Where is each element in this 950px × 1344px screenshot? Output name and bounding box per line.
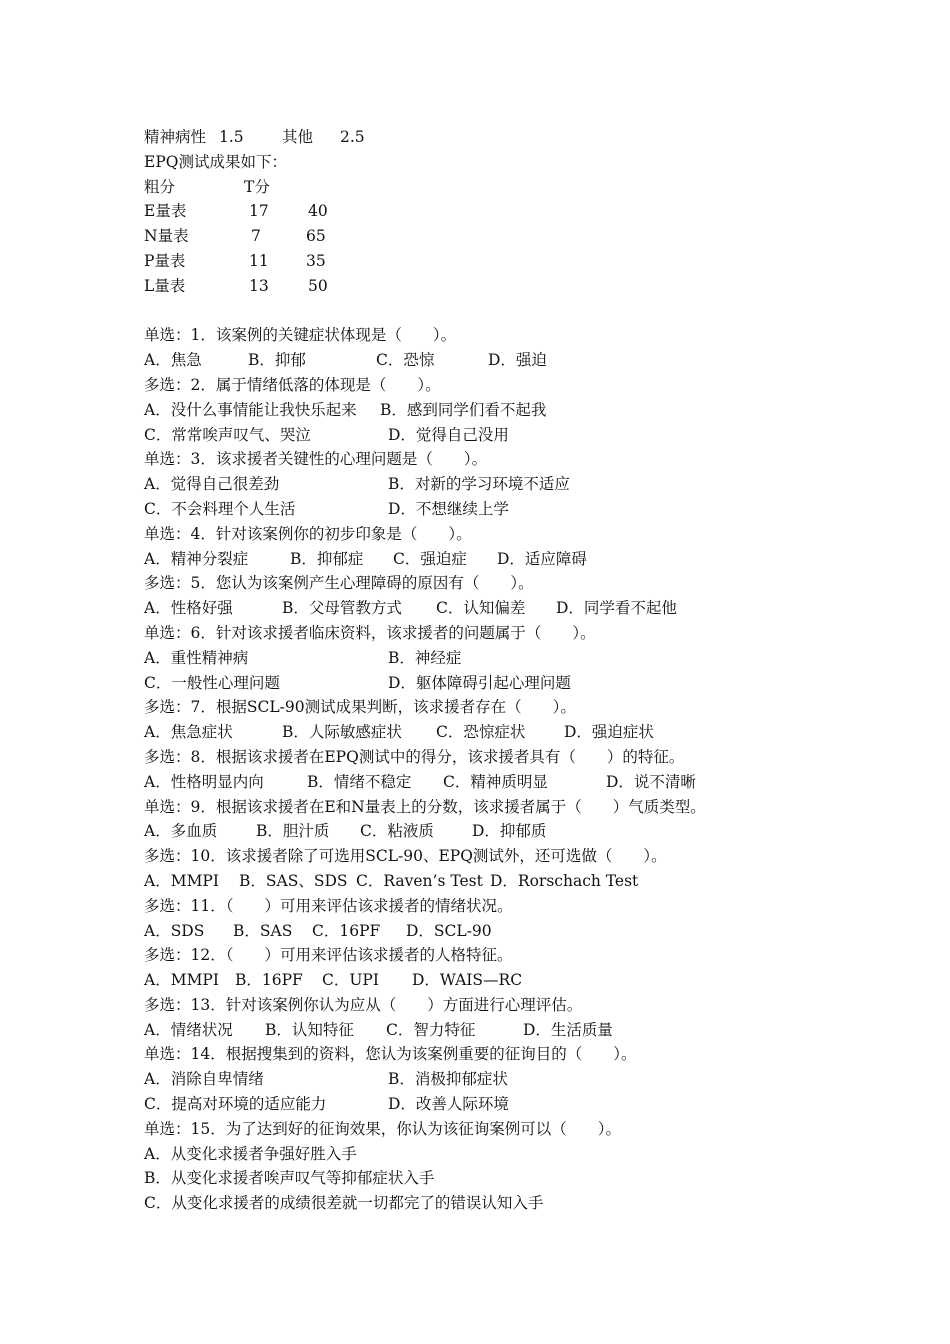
question-stem: 多选：12．（ ）可用来评估该求援者的人格特征。 <box>144 946 513 965</box>
epq-table-row: L量表 13 50 <box>144 276 328 295</box>
question-stem: 单选：9．根据该求援者在E和N量表上的分数，该求援者属于（ ）气质类型。 <box>144 797 706 816</box>
question-stem: 多选：2．属于情绪低落的体现是（ ）。 <box>144 375 441 394</box>
epq-table-row: E量表 17 40 <box>144 202 328 221</box>
question-stem: 多选：10．该求援者除了可选用SCL-90、EPQ测试外，还可选做（ ）。 <box>144 847 667 866</box>
question-options: C．不会料理个人生活 D．不想继续上学 <box>144 499 509 518</box>
question-stem: 单选：4．针对该案例你的初步印象是（ ）。 <box>144 524 472 543</box>
other-value: 2.5 <box>340 128 365 146</box>
question-option-line: C．从变化求援者的成绩很差就一切都完了的错误认知入手 <box>144 1194 544 1213</box>
question-stem: 单选：3．该求援者关键性的心理问题是（ ）。 <box>144 450 488 469</box>
question-options: A．情绪状况 B．认知特征 C．智力特征 D．生活质量 <box>144 1020 613 1039</box>
question-stem: 单选：1．该案例的关键症状体现是（ ）。 <box>144 326 457 345</box>
question-stem: 多选：7．根据SCL-90测试成果判断，该求援者存在（ ）。 <box>144 698 576 717</box>
question-options: A．重性精神病 B．神经症 <box>144 648 462 667</box>
question-option-line: A．从变化求援者争强好胜入手 <box>144 1144 357 1163</box>
question-options: C．提高对环境的适应能力 D．改善人际环境 <box>144 1095 509 1114</box>
epq-table-row: N量表 7 65 <box>144 227 326 246</box>
question-options: A．MMPI B．SAS、SDS C．Raven’s Test D．Rorschach Test <box>144 871 639 890</box>
other-label: 其他 <box>282 128 314 146</box>
question-options: A．多血质 B．胆汁质 C．粘液质 D．抑郁质 <box>144 822 547 841</box>
question-stem: 单选：15．为了达到好的征询效果，你认为该征询案例可以（ ）。 <box>144 1119 621 1138</box>
question-stem: 单选：14．根据搜集到的资料，您认为该案例重要的征询目的（ ）。 <box>144 1045 637 1064</box>
psychoticism-value: 1.5 <box>219 128 244 146</box>
question-options: A．MMPI B．16PF C．UPI D．WAIS—RC <box>144 971 523 990</box>
question-options: A．焦急症状 B．人际敏感症状 C．恐惊症状 D．强迫症状 <box>144 723 654 742</box>
question-stem: 多选：11．（ ）可用来评估该求援者的情绪状况。 <box>144 896 513 915</box>
question-options: A．觉得自己很差劲 B．对新的学习环境不适应 <box>144 475 570 494</box>
document-body <box>144 125 844 1216</box>
question-options: A．没什么事情能让我快乐起来 B．感到同学们看不起我 <box>144 400 547 419</box>
question-options: A．精神分裂症 B．抑郁症 C．强迫症 D．适应障碍 <box>144 549 587 568</box>
epq-intro: EPQ测试成果如下： <box>144 152 287 171</box>
question-options: A．性格好强 B．父母管教方式 C．认知偏差 D．同学看不起他 <box>144 599 677 618</box>
epq-table-header <box>144 175 844 200</box>
score-line-psychoticism <box>144 125 844 150</box>
question-stem: 多选：8．根据该求援者在EPQ测试中的得分，该求援者具有（ ）的特征。 <box>144 747 685 766</box>
question-stem: 多选：5．您认为该案例产生心理障碍的原因有（ ）。 <box>144 574 534 593</box>
question-stem: 多选：13．针对该案例你认为应从（ ）方面进行心理评估。 <box>144 995 583 1014</box>
epq-header-t: T分 <box>244 177 270 196</box>
blank-line <box>144 299 844 324</box>
epq-table-row: P量表 11 35 <box>144 251 326 270</box>
question-options: C．一般性心理问题 D．躯体障碍引起心理问题 <box>144 673 571 692</box>
question-options: A．性格明显内向 B．情绪不稳定 C．精神质明显 D．说不清晰 <box>144 772 696 791</box>
question-option-line: B．从变化求援者唉声叹气等抑郁症状入手 <box>144 1169 435 1188</box>
psychoticism-label: 精神病性 <box>144 128 207 146</box>
question-options: C．常常唉声叹气、哭泣 D．觉得自己没用 <box>144 425 509 444</box>
question-stem: 单选：6．针对该求援者临床资料，该求援者的问题属于（ ）。 <box>144 623 596 642</box>
question-options: A．焦急 B．抑郁 C．恐惊 D．强迫 <box>144 351 547 370</box>
question-options: A．SDS B．SAS C．16PF D．SCL-90 <box>144 921 492 940</box>
question-options: A．消除自卑情绪 B．消极抑郁症状 <box>144 1070 508 1089</box>
epq-header-raw: 粗分 <box>144 177 176 196</box>
